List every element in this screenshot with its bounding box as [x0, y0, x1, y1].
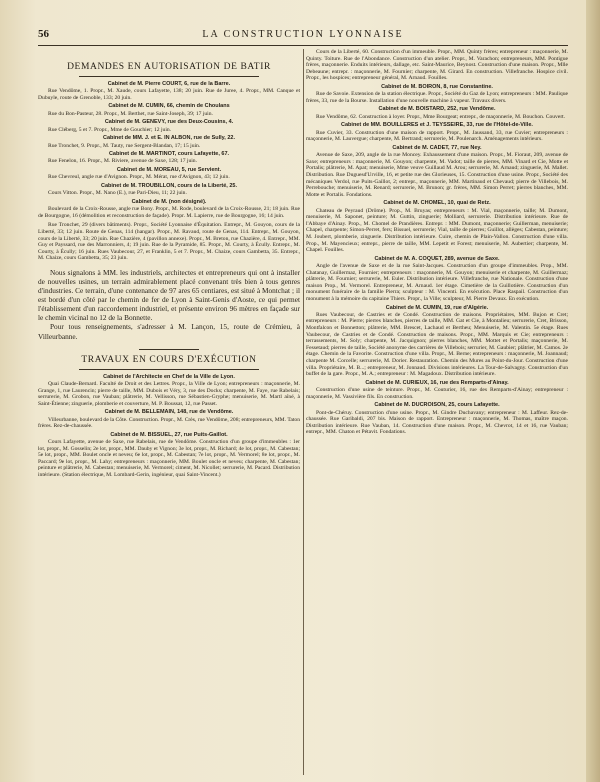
entry-heading: Cabinet de M. CUMIN, 66, chemin de Choulans [108, 103, 230, 110]
works-entry [306, 145, 568, 198]
entry-body: Angle de l'avenue de Saxe et de la rue Saint-Jacques. Construction d'un groupe d'immeubles. Prop., MM. Chatanay, Guillermaz, Fournier; entrepreneurs : maçonnerie, M. Gouyon; menuiserie et charpente, M. Guillermaz; plâtrerie, M. Fournier; serrurerie, M. Euler. Distribution intérieure. Villefranche, rue Nationale. Construction d'une maison Prop., M. Vermorel. Entrepreneur, M. Arnaud. 1er étage. Cimetière de la Guillotière. Construction d'un monument funéraire de la famille Pierra; sculpteur : M. Vincenti. En exécution. Place Raspail. Construction d'un monument à la mémoire du capitaine Thiers. Propr., la Ville; sculpteur, M. Pierre Devaux. En exécution. [306, 263, 568, 302]
entry-heading: Cabinet de M. MOREAU, 5, rue Servient. [116, 167, 222, 174]
entry-body: Rue Fenelon, 16. Propr., M. Riviere, avenue de Saxe, 128; 17 juin. [48, 158, 197, 165]
entry-body: Rue Cléberg, 5 et 7. Propr., Mme de Gouchier; 12 juin. [48, 126, 172, 133]
left-column [38, 49, 300, 775]
entry-body: Rue Cuvier, 33. Construction d'une maison de rapport. Propr., M. Jaussand, 33, rue Cuvier; entrepreneurs : maçonnerie, M. Lauvergue; charpente, M. Bertrand; serrurerie, M. Poulenarch. Aménagements intérieurs. [306, 129, 568, 143]
permit-entry [38, 103, 300, 117]
notice-contact: Pour tous renseignements, s'adresser à M. Lançon, 15, route de Crémieu, à Villeurbanne. [38, 322, 300, 341]
works-entry [38, 432, 300, 479]
permit-entry [38, 119, 300, 133]
works-entry [306, 402, 568, 436]
header-rule [38, 45, 568, 46]
section-rule [139, 349, 199, 350]
entry-body: Construction d'une usine de teinture. Propr., M. Couturier, 16, rue des Remparts-d'Ainay; entrepreneur : maçonnerie, M. Vassivière fils. En construction. [306, 387, 568, 400]
entry-body: Cours Vitton. Propr., M. Nano (E.), rue Pari-Dieu, 11; 22 juin. [48, 190, 187, 197]
entry-body: Boulevard de la Croix-Rousse, angle rue Bony. Propr., M. Rode, boulevard de la Croix-Rousse, 21; 18 juin. Rue de Bourgogne, 16 (démolition et reconstruction de façade). Propr. M. Lapierre, rue de Bourgogne, 16; 14 juin. [38, 206, 300, 219]
entry-body: Rue Vendôme, 1. Propr., M. Xaude, cours Lafayette, 138; 20 juin. Rue de Juree, 4. Propr., MM. Canque et Dubuyle, route de Grenoble, 133; 20 juin. [38, 88, 300, 101]
entry-heading: Cabinet de M. TROUBILLON, cours de la Liberté, 25. [101, 182, 237, 189]
entry-heading: Cabinet de M. CURIEUX, 16, rue des Remparts-d'Ainay. [365, 379, 509, 386]
works-entry [306, 380, 568, 400]
column-divider [303, 49, 304, 775]
works-entry [306, 256, 568, 303]
page-header [38, 28, 568, 44]
entry-heading: Cabinet de M. CUMIN, 19, rue d'Algérie. [385, 304, 489, 311]
entry-body: Cours Lafayette, avenue de Saxe, rue Rabelais, rue de Vendôme. Construction d'un groupe d'immeubles : 1er lot, propr., M. Gosselin; 2e lot, propr., MM. Dauby et Vignon; 3e lot, propr., M. Richard; 4e lot, propr., M. Cabestan; 5e lot, propr., MM. Boulet oncle et neveu; 6e lot, propr., M. Cabestan; 7e lot, propr., M. Vermorel; 8e lot, propr., M. Paccard; 9e lot, propr., M. Lahy; entrepreneurs : maçonnerie, MM. Boulet oncle et neveu; charpente, M. Cabestan; peinture et plâtrerie, M. Cabestan; menuiserie, M. Vermorel; ciment, M. Nicollet; serrurerie, M. Pacard. Distribution intérieure. (Station électrique, M. Lombard-Gerin, ingénieur, quai Saint-Vincent.) [38, 439, 300, 479]
works-entry [38, 374, 300, 408]
entry-heading: Cabinet de l'Architecte en Chef de la Ville de Lyon. [103, 373, 235, 380]
works-entry [306, 122, 568, 142]
permit-entry [38, 81, 300, 101]
section-title-permits: DEMANDES EN AUTORISATION DE BATIR [67, 62, 271, 72]
page-number: 56 [38, 28, 49, 40]
entry-body: Rue du Bon-Pasteur, 28. Propr., M. Berthet, rue Saint-Joseph, 39; 17 juin. [48, 110, 213, 117]
entry-body: Rue Tronchet, 9. Propr., M. Tauty, rue Sergent-Blandan, 17; 15 juin. [48, 142, 201, 149]
right-column [306, 49, 568, 775]
entry-heading: Cabinet de M. Pierre COURT, 6, rue de la Barre. [107, 81, 231, 87]
entry-heading: Cabinet de M. BOIRON, 8, rue Constantine. [381, 83, 493, 90]
entry-body: Rue de Savoie. Extension de la station électrique. Propr., Société du Gaz de Lyon; entrepreneurs : MM. Paulique frères, 33, rue de la Bourse. Installation d'une nouvelle machine à vapeur. Travaux divers. [306, 91, 568, 104]
works-entry [306, 200, 568, 253]
entry-heading: Cabinet de M. BISSUEL, 27, rue Puits-Gaillot. [110, 431, 228, 438]
entry-body: Chateau de Peyraud (Drôme). Prop., M. Bruyas; entrepreneurs : M. Vial, maçonnerie, taille; M. Dumont, menuiserie, M. Saponet, peinture; M. Guttin, zinguerie; Molliard, serrurerie. Distribution intérieure. Rue de l'Abbaye d'Ainay. Prop., M. Chomel de Prandières. Entrepr. : MM. Dumont, maçonnerie; Guillerman, menuiserie; Chapel, charpente; Simon-Perret, fers; Bissuel, serrurerie; Vial, taille de pierres; Guillot, allèges; Cabestan, peinture; M. Joubert, plomberie, zinguerie. Distribution intérieure. Cuire, chemin de Plain-Vallon. Construction d'une villa. Prop., M. Mayencieux; entrepr., pierre de taille, MM. Lepetit et Forest; menuiserie, M. Aubertier; charpente, M. Chapel. Fouilles. [306, 207, 568, 254]
works-entry [306, 106, 568, 120]
notice-paragraph: Nous signalons à MM. les industriels, architectes et entrepreneurs qui ont à installer de nouvelles usines, un terrain admirablement placé convenant très bien à tous genres d'industries. Ce terrain, d'une contenance de 97 ares 65 centiares, est situé à Montchat ; il est bordé d'un côté par le chemin de fer de Lyon à Saint-Genis d'Aoste, ce qui permet l'établissement d'un raccordement industriel, et présente environ 96 mètres en façade sur le chemin vicinal no 12 de la Bonnette. [38, 267, 300, 323]
entry-heading: Cabinet de M. GENEVY, rue des Deux-Cousins, 4. [104, 119, 234, 126]
page-spine-shadow [586, 0, 600, 782]
entry-body: Rue Vendôme, 62. Construction à loyer. Propr., Mme Bourgeat; entrepr., de maçonnerie, M. Bouchon. Couvert. [316, 113, 566, 120]
permit-entry [38, 183, 300, 197]
entry-heading: Cabinet de MM. J. et E. IN ALBON, rue de Sully, 22. [102, 135, 236, 142]
entry-heading: Cabinet de M. CADET, 77, rue Ney. [392, 144, 482, 151]
entry-heading: Cabinet de M. (non désigné). [131, 198, 207, 205]
permit-entry [38, 199, 300, 219]
entry-heading: Cabinet de M. CHOMEL, 10, quai de Retz. [383, 200, 491, 207]
entry-body: Avenue de Saxe, 209, angle de la rue Moncey. Exhaussement d'une maison. Propr., M. Fioraut, 209, avenue de Saxe; entrepreneurs : maçonnerie, M. Gouyon; charpente, M. Vadot; taille de pierres, MM. Vinard et Cie, Motte et Portalis; plâtrerie, M. Apat; menuiserie, Mme veuve Guillaud M. Arou; serrurerie, M. Arnaud; zinguerie, M. Mallet. Distribution. Rue Duguesd'Urville, 16, et petite rue des Glorieuses, 15. Construction d'une usine. Propr., Société des mécaniques Verdol, rue Puits-Gaillot, 2; entrepr., maçonnerie, MM. Martinaud et Chevaud; pierre de Villebois, M. Perrebouche; menuiserie, M. Renard; serrurerie, M. Brunon; gr. frères, MM. Simon Perret; pierres blanches, MM. Motte et Portalis. Fondations. [306, 152, 568, 198]
works-entry [38, 409, 300, 429]
entry-body: Pont-de-Chéruy. Construction d'une usine. Propr., M. Gindre Duchavany; entrepreneur : M. Laffeur. Rez-de-chaussée. Rue Garibaldi, 207 bis. Maison de rapport. Entrepreneur : maçonnerie, M. Thomas, maître maçon. Distribution intérieure. Rue Vauban, 14. Construction d'une maison. Propr., M. Chevrot, 14 et 16, rue Vauban; entrepr., MM. Chaton et Pétavit. Fondations. [306, 409, 568, 436]
permit-entry [38, 167, 300, 181]
entry-heading: Cabinet de M. BELLEMAIN, 148, rue de Vendôme. [104, 409, 234, 416]
entry-heading: Cabinet de M. MARTINOT, cours Lafayette, 67. [108, 151, 230, 158]
journal-title: LA CONSTRUCTION LYONNAISE [202, 29, 404, 40]
entry-body: Cours de la Liberté, 60. Construction d'un immeuble. Propr., MM. Quinty frères; entrepreneur : maçonnerie, M. Quinty. Toiture. Rue de l'Abondance. Construction d'un atelier. Propr., M. Varachon; entrepreneurs, MM. Pontigue frères, maçonnerie. Enduits intérieurs, dallage, etc. Saint-Maurice, Beynost. Construction d'une maison. Propr., Mlle Debeaune; entrepr. : maçonnerie, M. Fournier; charpente, M. Girard. En construction. Villefranche. Hospice civil. Propr., les hospices; entrepreneur général, M. Arnaud. Fouilles. [306, 49, 568, 82]
entry-body: Rue Chevreul, angle rue d'Avignon. Propr., M. Mérat, rue d'Avignon, 43; 12 juin. [48, 174, 230, 181]
works-entry [306, 305, 568, 378]
permit-entry [38, 222, 300, 262]
section-rule [79, 76, 259, 77]
works-entry [306, 49, 568, 82]
section-rule [79, 369, 259, 370]
entry-heading: Cabinet de M. BOISTARD, 252, rue Vendôme. [378, 106, 496, 113]
entry-heading: Cabinet de MM. BOUILLERES et J. TEYSSEIRE, 33, rue de l'Hôtel-de-Ville. [341, 122, 533, 129]
entry-body: Rues Vaubecour, de Castries et de Condé. Construction de maisons. Propriétaires, MM. Bujon et Cret; entrepreneurs : M. Pierre; pierres blanches, pierres de taille, MM. Gat et Cie, à Montalieu; serrurerie, Cret, Brisson, Montfalcon et Bonnetton; plâtrerie, MM. Brescet, Lachaud et Bertheu; Menuiserie, M. Valentin. 5e étage. Rues Vaubecour, de Castries et de Condé. Construction de maisons. Propr., MM. Marquis et Cie; entrepreneurs : terrassements, M. Soly; charpente, M. Jacquignon; pierres blanches, MM. Mottet et Portalis; maçonnerie, M. Fessetaud; pierres de taille, Société anonyme des carrières de Villebois; serrurier, M. Gaubier; plâtrier, M. Camos. 2e étage. Chemin de la Favorite. Construction d'une villa. Propr., M. Berne; entrepreneurs : maçonnerie, M. Joannaud; charpente M. Corcelle; serrurerie, M. Dorier. Restauration. Chemin des Mures au Point-du-Jour. Construction d'une villa. Propriétaire, M. B...; entrepreneur, M. Jonnaud. Divisions intérieures. La Tour-de-Salvagny. Construction d'un buffet de la gare. Propr., M. A.; entrepreneur : M. Magadoux. Distribution intérieure. [306, 311, 568, 378]
permit-entry [38, 151, 300, 165]
section-title-works: TRAVAUX EN COURS D'EXÉCUTION [81, 354, 257, 365]
entry-body: Rue Tronchet, 29 (divers bâtiments). Propr., Société Lyonnaise d'Équitation. Entrepr., M. Gouyon, cours de la Liberté, 33; 12 juin. Route de Genas, 114 (hangar). Propr., M. Ravaud, route de Genas, 114. Entrepr., M. Gouyon, cours de la Liberté, 33; 20 juin. Rue Chazière, 4 (pavillon annexe). Propr., M. Breton, rue Chazière, 4. Entrepr., MM. Guy et Payssard, rue des Marronniers, 4; 19 juin. Rue de la Pyramide, 85. Propr., M. Courty, à Écully. Entrepr., M. Courty, à Écully; 16 juin. Rues Vaubecour, 27, et Franklin, 5 et 7. Propr., M. Chaize, cours Gambetta, 35. Entrepr., M. Chaize, cours Gambetta, 35; 23 juin. [38, 222, 300, 262]
entry-heading: Cabinet de M. DUCROISON, 25, cours Lafayette. [374, 402, 500, 409]
permit-entry [38, 135, 300, 149]
entry-body: Quai Claude-Bernard. Faculté de Droit et des Lettres. Propr., la Ville de Lyon; entrepreneurs : maçonnerie, M. Grange, 1, rue Laurencin; pierre de taille, MM. Dubois et Véry, 3, rue des Docks; charpente, M. Faye, rue Rabelais; serrurerie, M. Grobon, rue Vauban; plâtrerie, M. Vellisson, rue Sébastien-Gryphe; menuiserie, M. Martl aîné, à Saint-Étienne; zinguerie, plomberie et couverture, M. P. Boussat, 12, rue Passet. [38, 380, 300, 407]
entry-heading: Cabinet de M. A. COQUET, 289, avenue de Saxe. [374, 255, 500, 262]
works-entry [306, 84, 568, 104]
entry-body: Villeurbanne, boulevard de la Côte. Construction. Propr., M. Crès, rue Vendôme, 208; entrepreneurs, MM. Taton frères. Rez-de-chaussée. [38, 416, 300, 430]
